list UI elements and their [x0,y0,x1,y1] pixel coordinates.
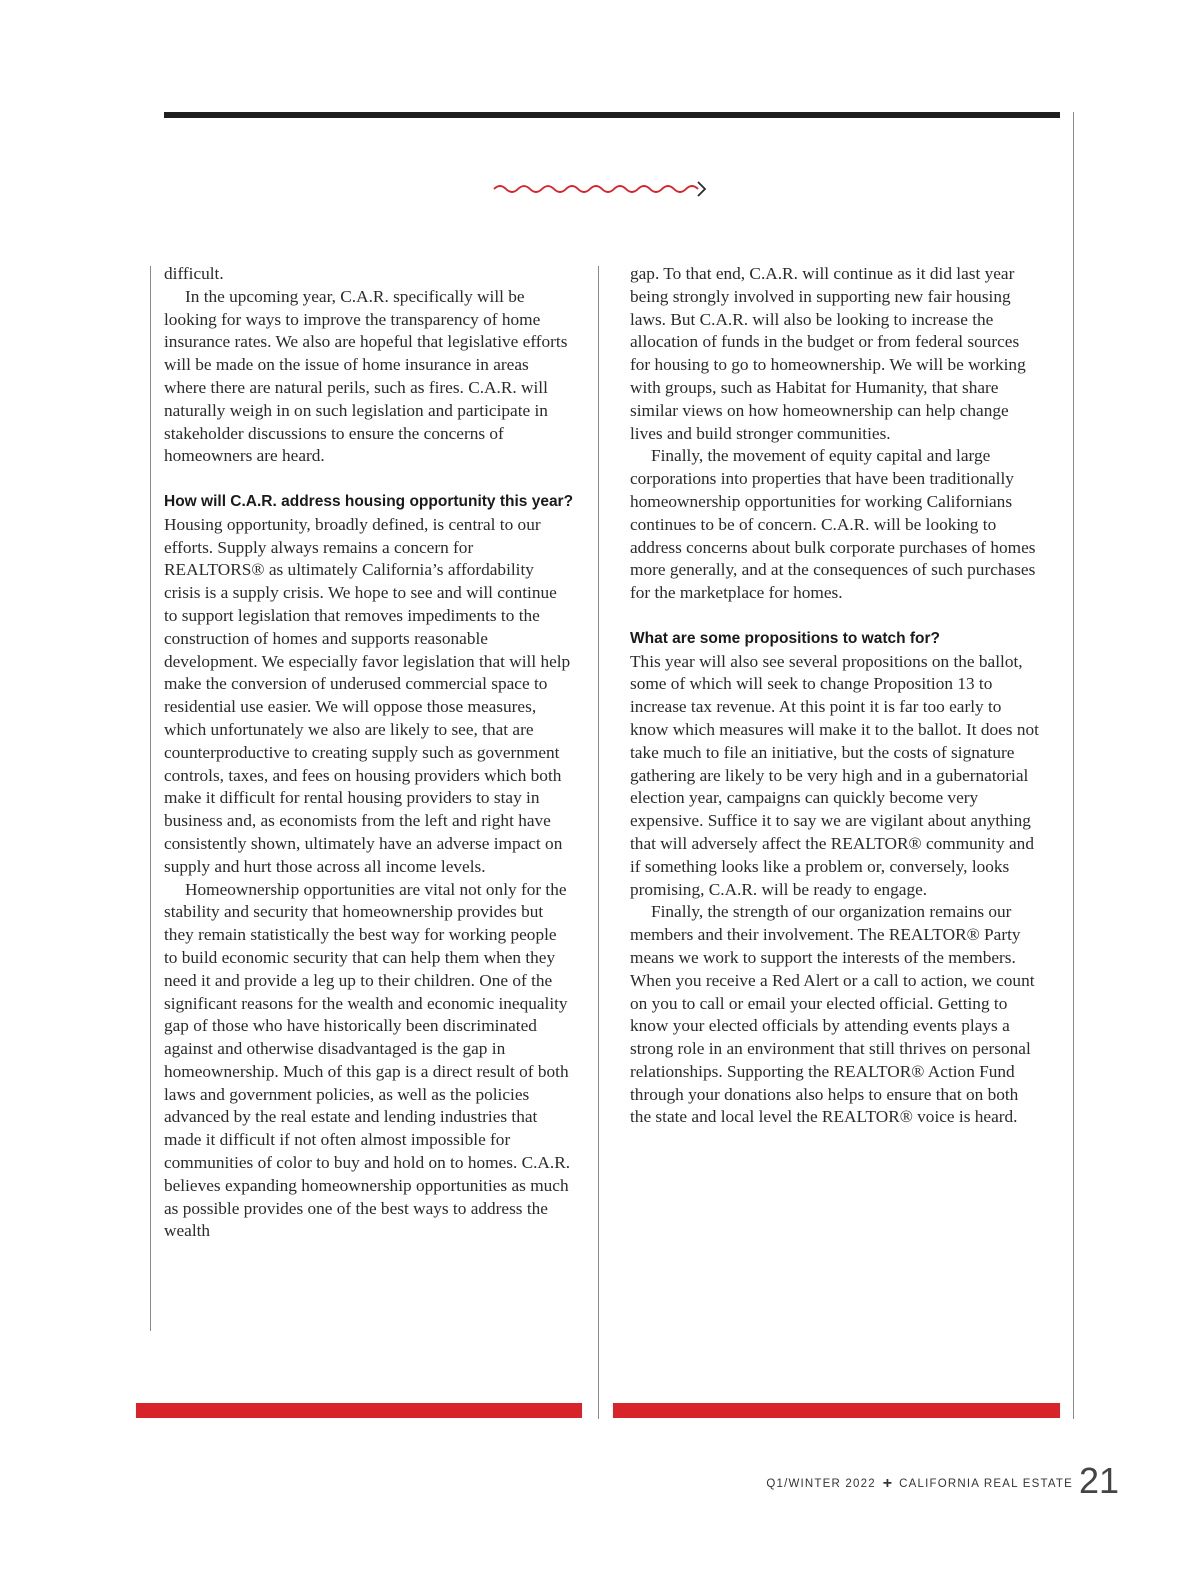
accent-bar-left [136,1403,582,1418]
footer-magazine-title: CALIFORNIA REAL ESTATE [899,1478,1073,1490]
paragraph: Finally, the movement of equity capital and large corporations into properties that have been traditionally homeownership opportunities for working Californians continues to be of concern. C.A.R. will be looking to address concerns about bulk corporate purchases of homes more generally, and at the consequences of such purchases for the marketplace for homes. [630,446,1036,603]
paragraph: Homeownership opportunities are vital not only for the stability and security that homeownership provides but they remain statistically the best way for working people to build economic security that can help them when they need it and provide a leg up to their children. One of the significant reasons for the wealth and economic inequality gap of those who have historically been discriminated against and otherwise disadvantaged is the gap in homeownership. Much of this gap is a direct result of both laws and government policies, as well as the policies advanced by the real estate and lending industries that made it difficult if not often almost impossible for communities of color to buy and hold on to homes. C.A.R. believes expanding homeownership opportunities as much as possible provides one of the best ways to address the wealth [164,879,571,1241]
paragraph: difficult. [164,264,224,283]
paragraph: Finally, the strength of our organization remains our members and their involvement. The REALTOR® Party means we work to support the interests of the members. When you receive a Red Alert or a call to action, we count on you to call or email your elected official. Getting to know your elected officials by attending events plays a strong role in an environment that still thrives on personal relationships. Supporting the REALTOR® Action Fund through your donations also helps to ensure that on both the state and local level the REALTOR® voice is heard. [630,902,1035,1127]
paragraph: Housing opportunity, broadly defined, is central to our efforts. Supply always remains a concern for REALTORS® as ultimately California’s affordability crisis is a supply crisis. We hope to see and will continue to support legislation that removes impediments to the construction of homes and supports reasonable development. We especially favor legislation that will help make the conversion of underused commercial space to residential use easier. We will oppose those measures, which unfortunately we also are likely to see, that are counterproductive to creating supply such as government controls, taxes, and fees on housing providers which both make it difficult for rental housing providers to stay in business and, as economists from the left and right have consistently shown, ultimately have an adverse impact on supply and hurt those across all income levels. [164,514,571,876]
footer-separator: + [882,1475,893,1492]
squiggle-arrow-icon [492,178,712,200]
top-rule [164,112,1060,118]
section-heading: What are some propositions to watch for? [630,629,941,647]
right-column [630,263,1040,1129]
section-heading: How will C.A.R. address housing opportunity this year? [164,492,574,510]
left-column [164,263,574,1243]
page-number: 21 [1078,1460,1119,1501]
left-column-rule [150,266,151,1331]
paragraph: This year will also see several propositions on the ballot, some of which will seek to change Proposition 13 to increase tax revenue. At this point it is far too early to know which measures will make it to the ballot. It does not take much to file an initiative, but the costs of signature gathering are likely to be very high and in a gubernatorial election year, campaigns can quickly become very expensive. Suffice it to say we are vigilant about anything that will adversely affect the REALTOR® community and if something looks like a problem or, conversely, looks promising, C.A.R. will be ready to engage. [630,651,1039,899]
footer-issue: Q1/WINTER 2022 [766,1478,876,1490]
paragraph: In the upcoming year, C.A.R. specifically will be looking for ways to improve the transparency of home insurance rates. We also are hopeful that legislative efforts will be made on the issue of home insurance in areas where there are natural perils, such as fires. C.A.R. will naturally weigh in on such legislation and participate in stakeholder discussions to ensure the concerns of homeowners are heard. [164,286,568,466]
right-column-rule [1073,112,1074,1419]
paragraph: gap. To that end, C.A.R. will continue as it did last year being strongly involved in supporting new fair housing laws. But C.A.R. will also be looking to increase the allocation of funds in the budget or from federal sources for housing to go to homeownership. We will be working with groups, such as Habitat for Humanity, that share similar views on how homeownership can help change lives and build stronger communities. [630,264,1026,443]
page-footer [766,1460,1119,1501]
center-column-rule [598,266,599,1419]
accent-bar-right [613,1403,1060,1418]
